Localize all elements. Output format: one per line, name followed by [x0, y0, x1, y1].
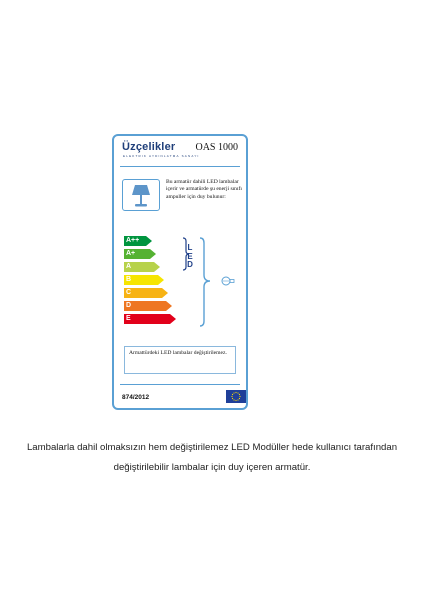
brand-logo: Üzçelikler — [122, 141, 176, 153]
lamp-statement: Bu armatür dahili LED lambalar içerir ve armatürde şu enerji sınıfı ampuller için duy bulunur: — [166, 179, 242, 200]
energy-class-label: E — [126, 315, 131, 322]
table-lamp-icon — [123, 180, 159, 210]
energy-class-label: B — [126, 276, 132, 283]
divider — [120, 166, 240, 167]
led-label: LED — [187, 243, 193, 270]
energy-class-bar — [124, 249, 156, 259]
light-bulb-icon — [222, 277, 234, 285]
divider — [120, 384, 240, 385]
energy-class-bar — [124, 301, 172, 311]
energy-class-label: A++ — [126, 237, 140, 244]
energy-label — [112, 134, 248, 410]
regulation-number: 874/2012 — [122, 394, 150, 401]
energy-class-label: C — [126, 289, 132, 296]
energy-class-label: D — [126, 302, 132, 309]
energy-class-label: A+ — [126, 250, 136, 257]
eu-flag-icon — [226, 390, 246, 403]
caption-line-2: değiştirilebilir lambalar için duy içeren armatür. — [113, 462, 311, 473]
energy-class-bar — [124, 262, 160, 272]
energy-class-bar — [124, 275, 164, 285]
energy-class-bar — [124, 288, 168, 298]
caption-line-1: Lambalarla dahil olmaksızın hem değiştirilemez LED Modüller hede kullanıcı tarafından — [26, 442, 398, 453]
energy-class-bar — [124, 314, 176, 324]
model-number: OAS 1000 — [195, 142, 238, 153]
lamp-icon-box — [122, 179, 160, 211]
non-replaceable-notice: Armattürdeki LED lambalar değiştirilemez. — [124, 346, 236, 374]
energy-class-bar — [124, 236, 152, 246]
energy-class-label: A — [126, 263, 132, 270]
product-caption — [0, 438, 424, 478]
brand-tagline: ELEKTRIK AYDINLATMA SANAYI — [123, 154, 200, 158]
